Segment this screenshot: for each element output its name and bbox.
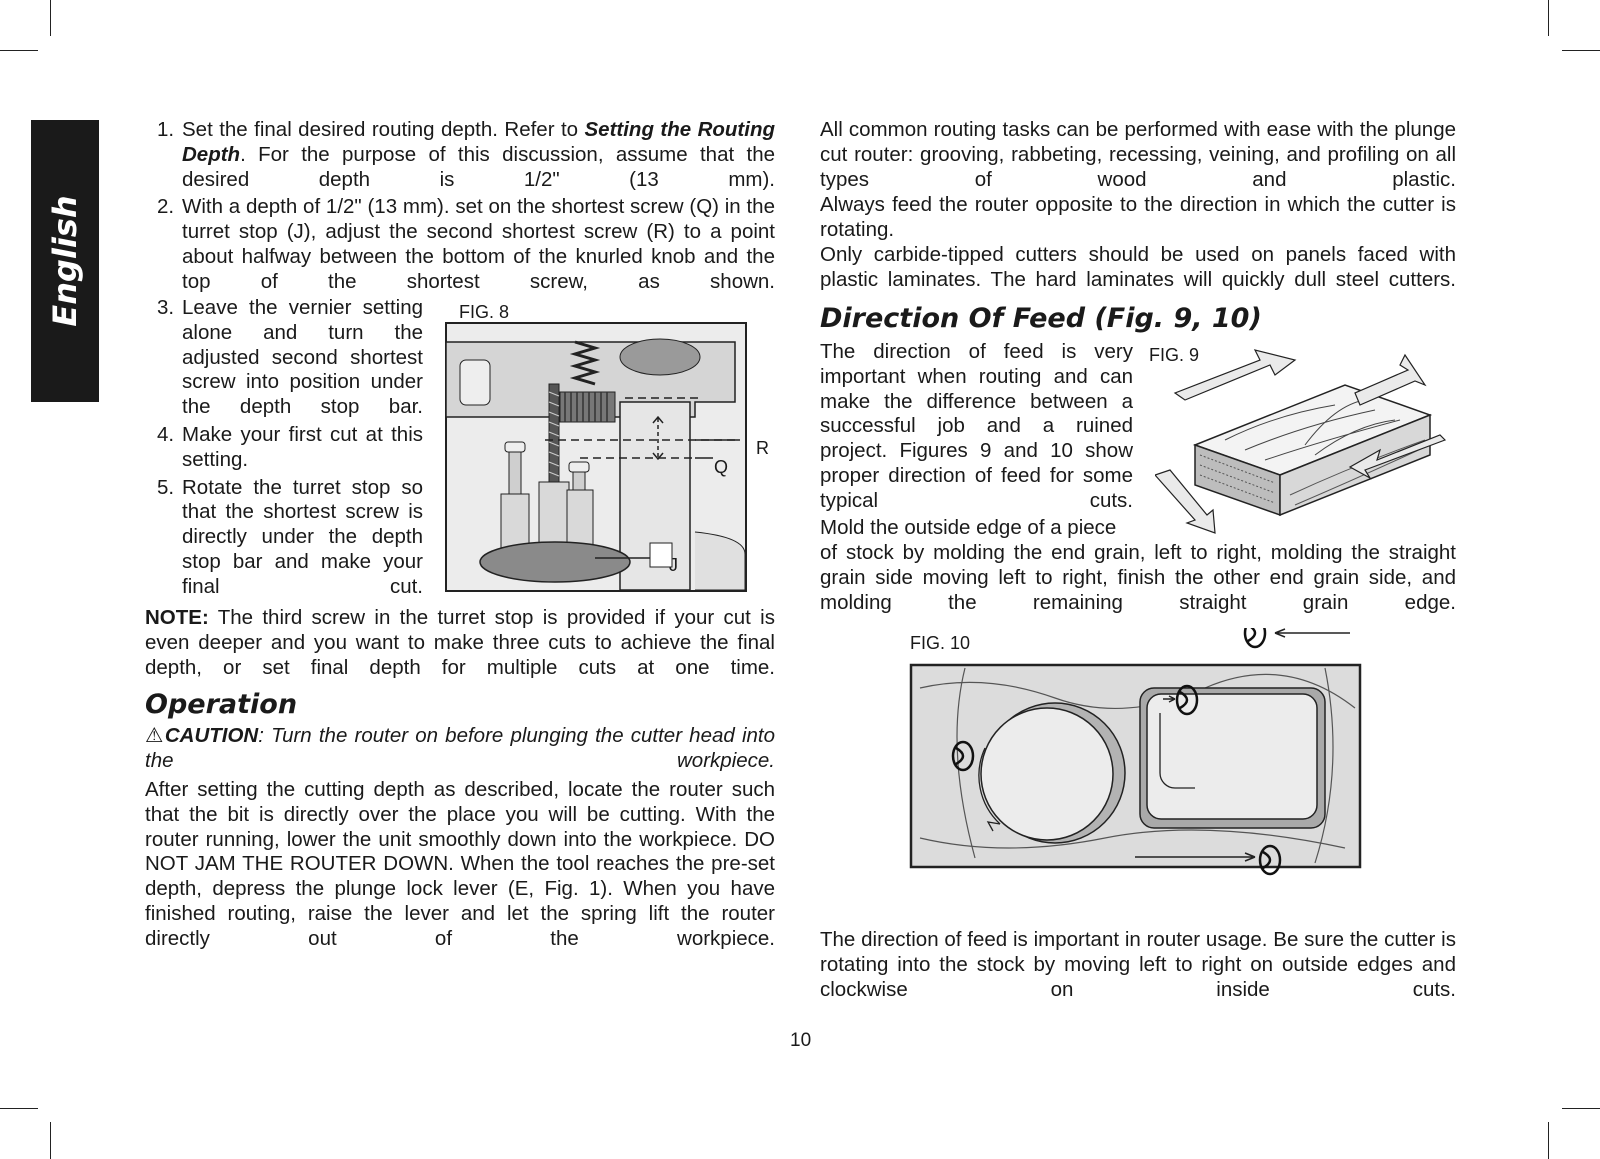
step-number: 3. — [157, 296, 175, 319]
fig8-callout-r: R — [756, 438, 769, 458]
mold-paragraph-rest: of stock by molding the end grain, left to right, molding the straight grain side moving left to right, finish the other end grain side, and molding the remaining straight grain edge. — [820, 541, 1456, 614]
steps-list-top — [145, 118, 775, 295]
step-3: 3. Leave the vernier setting alone and turn the adjusted second shortest screw into position under the depth stop bar. — [157, 296, 423, 419]
fig8-callout-j: J — [669, 555, 678, 575]
setting-depth-reference: Setting the Routing Depth — [182, 118, 776, 166]
step-5: 5. Rotate the turret stop so that the shortest screw is directly under the depth stop bar and make your final cut. — [157, 475, 423, 598]
mold-paragraph-start: Mold the outside edge of a piece — [820, 516, 1117, 539]
carbide-cutters-paragraph: Only carbide-tipped cutters should be used on panels faced with plastic laminates. The hard laminates will quickly dull steel cutters. — [820, 243, 1456, 291]
crop-mark-top-right-v — [1548, 0, 1549, 36]
operation-heading: Operation — [145, 689, 298, 720]
fig9-wood-block-illustration — [1155, 345, 1455, 535]
note-label: NOTE: — [145, 606, 209, 629]
step-1: 1. Set the final desired routing depth. Refer to Setting the Routing Depth. For the purpose of this discussion, assume that the desired depth is 1/2" (13 mm). — [157, 118, 776, 191]
fig10-feed-diagram — [905, 628, 1375, 903]
fig10-label: FIG. 10 — [910, 633, 971, 653]
step-4: 4. Make your first cut at this setting. — [157, 422, 423, 471]
caution-label: CAUTION — [164, 724, 259, 747]
feed-opposite-paragraph: Always feed the router opposite to the direction in which the cutter is rotating. — [820, 193, 1456, 241]
fig8-callout-q: Q — [714, 457, 729, 477]
operation-body: After setting the cutting depth as described, locate the router such that the bit is directly over the place you will be cutting. With the router running, lower the unit smoothly down into the workpiece. DO NOT JAM THE ROUTER DOWN. When the tool reaches the pre-set depth, depress the plunge lock lever (E, Fig. 1). When you have finished routing, raise the lever and let the spring lift the router directly out of the workpiece. — [145, 778, 775, 950]
crop-mark-bottom-right-h — [1562, 1108, 1600, 1109]
closing-paragraph: The direction of feed is important in router usage. Be sure the cutter is rotating into the stock by moving left to right on outside edges and clockwise on inside cuts. — [820, 928, 1456, 1001]
fig8-router-turret-illustration — [445, 322, 785, 594]
step-2: 2. With a depth of 1/2" (13 mm). set on the shortest screw (Q) in the turret stop (J), adjust the second shortest screw (R) to a point about halfway between the bottom of the knurled knob and the top of the shortest screw, as shown. — [157, 195, 775, 293]
feed-importance-paragraph: The direction of feed is very important when routing and can make the difference between a successful job and a ruined project. Figures 9 and 10 show proper direction of feed for some typical cuts. — [820, 340, 1133, 512]
step-number: 1. — [157, 118, 175, 141]
fig9-label: FIG. 9 — [1149, 345, 1200, 365]
crop-mark-top-left-h — [0, 50, 38, 51]
crop-mark-bottom-left-h — [0, 1108, 38, 1109]
steps-list-narrow — [145, 296, 423, 600]
language-tab-label: English — [46, 195, 84, 327]
caution-icon: ⚠ — [145, 724, 165, 747]
step-number: 4. — [157, 422, 175, 446]
note-paragraph: NOTE: The third screw in the turret stop is provided if your cut is even deeper and you want to make three cuts to achieve the final depth, or set final depth for multiple cuts at one time. — [145, 606, 775, 679]
direction-of-feed-heading: Direction Of Feed (Fig. 9, 10) — [820, 303, 1262, 334]
crop-mark-top-left-v — [50, 0, 51, 36]
language-tab — [31, 120, 99, 402]
step-number: 5. — [157, 475, 175, 499]
crop-mark-bottom-left-v — [50, 1122, 51, 1159]
routing-tasks-paragraph: All common routing tasks can be performed with ease with the plunge cut router: grooving, rabbeting, recessing, veining, and profiling on all types of wood and plastic. — [820, 118, 1456, 191]
fig8-label: FIG. 8 — [459, 302, 510, 322]
crop-mark-bottom-right-v — [1548, 1122, 1549, 1159]
caution-paragraph: ⚠CAUTION: Turn the router on before plunging the cutter head into the workpiece. — [145, 724, 775, 772]
crop-mark-top-right-h — [1562, 50, 1600, 51]
page-number: 10 — [790, 1030, 812, 1051]
step-number: 2. — [157, 195, 175, 219]
